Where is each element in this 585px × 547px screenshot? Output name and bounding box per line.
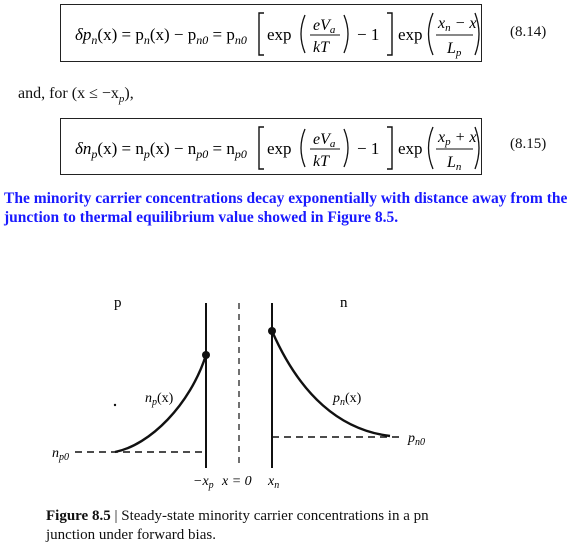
svg-text:exp: exp: [398, 25, 423, 44]
equation-8-15-box: [60, 118, 482, 175]
tick-minus-xp: $-x_p$: [193, 474, 214, 491]
equation-number-8-14: (8.14): [510, 24, 547, 40]
pn-boundary-dot: [268, 327, 276, 335]
pn-curve-label: $p_n(x)$: [333, 391, 362, 408]
svg-text:δnp(x) = np(x) − np0 = np0: $\delta n_p(x) = n_p(x) - n_{p0} = n_{p0}$: [75, 139, 247, 161]
figure-caption: Figure 8.5 | Steady-state minority carrier concentrations in a pn junction under forward bias.: [46, 508, 429, 543]
np-curve-label: $n_p(x)$: [145, 391, 174, 408]
np-boundary-dot: [202, 351, 210, 359]
svg-text:kT: kT: [313, 153, 329, 170]
svg-text:Ln: Ln: [447, 154, 462, 173]
pn-curve: [272, 331, 390, 436]
tick-x-zero: x = 0: [222, 474, 252, 489]
figure-8-5: [0, 285, 585, 505]
figure-caption-text: Steady-state minority carrier concentrations in a pn junction under forward bias.: [46, 508, 429, 543]
svg-text:− 1: − 1: [357, 139, 380, 158]
eq1-lhs: δp: [75, 25, 92, 44]
eq1-exp-word: exp: [267, 25, 292, 44]
svg-text:xn − x: xn − x: [438, 15, 477, 34]
svg-text:− 1: − 1: [357, 25, 380, 44]
equation-8-15: [61, 119, 481, 174]
np0-label: $n_{p0}$: [52, 446, 69, 463]
svg-text:Lp: Lp: [447, 40, 462, 59]
svg-text:eVa: eVa: [313, 131, 336, 150]
figure-caption-label: Figure 8.5: [46, 508, 111, 524]
equation-8-14-box: [60, 4, 482, 62]
tick-xn: $x_n$: [268, 474, 280, 491]
summary-text: The minority carrier concentrations decay exponentially with distance away from the junction to thermal equilibrium value showed in Figure 8.5.: [4, 190, 568, 226]
svg-text:eVa: eVa: [313, 17, 336, 36]
region-p-label: p: [114, 295, 122, 311]
equation-8-14: [61, 5, 481, 61]
condition-text: and, for $(x \le -x_p)$,: [18, 85, 134, 106]
pn0-label: $p_{n0}$: [408, 431, 425, 448]
region-n-label: n: [340, 295, 348, 311]
equation-number-8-15: (8.15): [510, 136, 547, 152]
svg-text:xp + x: xp + x: [438, 129, 477, 148]
svg-text:δpn(x) = pn(x) − pn0 = pn0: $\delta p_n(x) = p_n(x) - p_{n0} = p_{n0}$: [75, 25, 247, 47]
svg-text:exp: exp: [267, 139, 292, 158]
svg-text:exp: exp: [398, 139, 423, 158]
svg-text:kT: kT: [313, 39, 329, 56]
